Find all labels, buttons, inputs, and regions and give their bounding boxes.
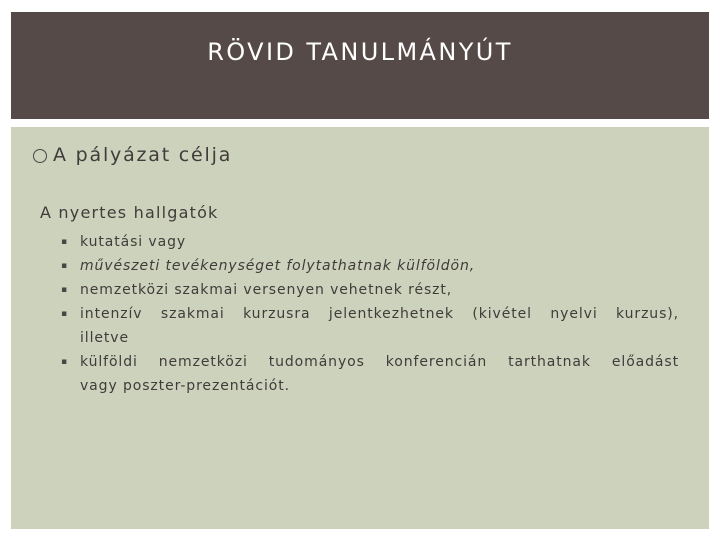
list-item-text: művészeti tevékenységet folytathatnak külföldön, xyxy=(80,258,476,274)
list-item-text-block xyxy=(80,350,679,398)
list-item-text: nemzetközi szakmai versenyen vehetnek részt, xyxy=(80,282,453,298)
list-item xyxy=(61,302,679,350)
list-item-text-block xyxy=(80,302,679,350)
square-bullet-icon: ▪ xyxy=(61,357,68,367)
list-item-text: kutatási vagy xyxy=(80,234,187,250)
list-item-text-continuation: vagy poszter-prezentációt. xyxy=(80,378,290,394)
square-bullet-icon: ▪ xyxy=(61,237,68,247)
intro-text: A nyertes hallgatók xyxy=(40,203,219,222)
list-item xyxy=(61,350,679,398)
square-bullet-icon: ▪ xyxy=(61,309,68,319)
list-item xyxy=(61,254,679,278)
list-item-text: intenzív szakmai kurzusra jelentkezhetnek (kivétel nyelvi kurzus), xyxy=(80,306,679,322)
square-bullet-icon: ▪ xyxy=(61,261,68,271)
title-bar xyxy=(11,12,709,119)
section-heading-text: A pályázat célja xyxy=(53,144,233,166)
square-bullet-icon: ▪ xyxy=(61,285,68,295)
slide-title: RÖVID TANULMÁNYÚT xyxy=(207,38,513,66)
bullet-list xyxy=(61,230,679,398)
ring-bullet-icon xyxy=(33,149,47,163)
list-item-text-continuation: illetve xyxy=(80,330,129,346)
list-item xyxy=(61,230,679,254)
list-item-text: külföldi nemzetközi tudományos konferencián tarthatnak előadást xyxy=(80,354,679,370)
section-heading xyxy=(33,142,232,168)
list-item xyxy=(61,278,679,302)
